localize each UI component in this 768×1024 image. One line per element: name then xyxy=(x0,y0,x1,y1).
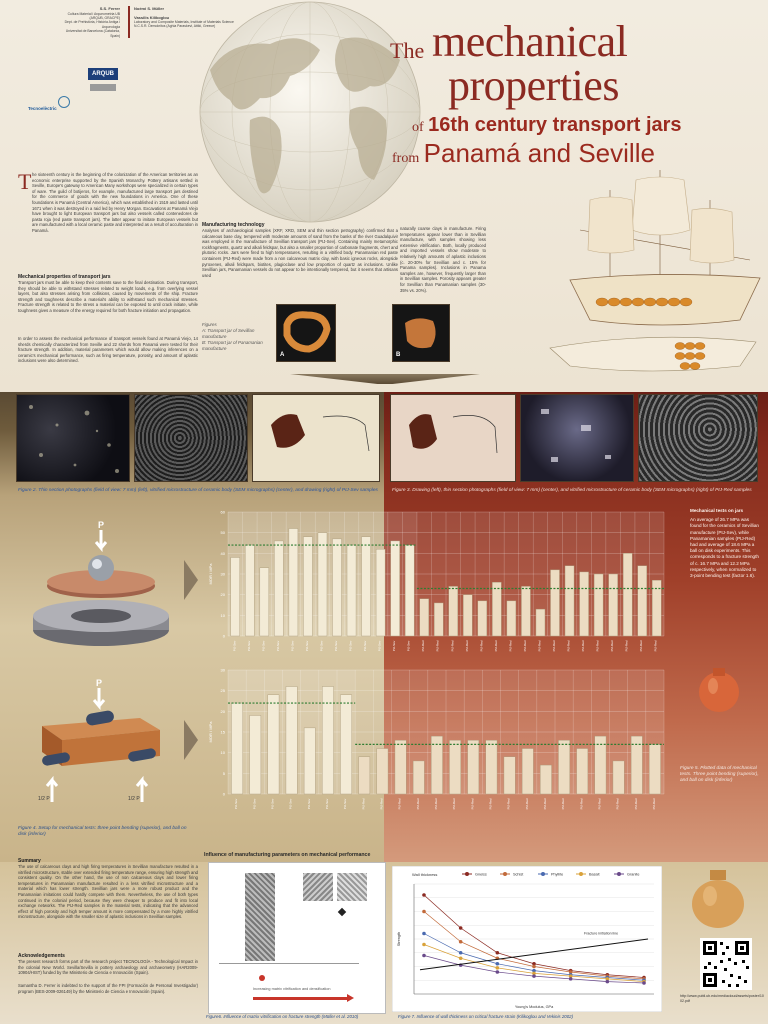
bar xyxy=(347,545,356,636)
x-tick-label: PIJ-Red xyxy=(639,640,644,652)
x-tick-label: PIJ-Sev xyxy=(232,640,237,652)
x-tick-label: PIJ-Red xyxy=(379,798,384,810)
bar xyxy=(478,601,487,636)
bar xyxy=(504,757,515,794)
x-tick-label: PIJ-Red xyxy=(464,640,469,652)
drawing-red xyxy=(390,394,516,482)
bar xyxy=(231,557,240,636)
x-tick-label: PIJ-Sev xyxy=(270,798,275,810)
manufacturing-paragraph: Analyses of archaeological samples (XRF, XRD, SEM and thin section petrography) confirmed that a calcareous base clay, tempered with moderate amounts of sand from the banks of the river Guadalquivir was employed in the manufacture of Sevillian transport jars (PIJ-Sev). Containing mainly metamorphic rockfragments, quartz and alkali feldspar, but also a smaller proportion of carbonate fragments, chert and plutonic rocks. Jars were fired to high temperatures, resulting in a vitrified body. Panamanian red paste containers (PIJ-Red) were made from a non calcareous matrix clay, with basic igneous rocks, alongside pyroxenes, alkali feldspars, biotites, plagioclase and low proportion of quartz as inclusions. Unlike Sevillian jars, Panamanian vessels do not appear to be intentionally tempered, but it seems that artisans used xyxy=(202,228,398,278)
bar xyxy=(609,574,618,636)
drawing-sev xyxy=(252,394,380,482)
x-tick-label: PIJ-Red xyxy=(415,798,420,810)
data-point xyxy=(259,975,265,981)
x-tick-label: PIJ-Red xyxy=(561,798,566,810)
x-tick-label: PIJ-Red xyxy=(610,640,615,652)
acknowledgements-paragraph: The present research forms part of the research project TECNOLOGÍA - Technological Impact in the colonial New World. Sevilla/Sevilla in pottery archaeology and archaeometry (HAR2009-10904/HIST) funded by the Ministerio de Ciencia e Innovación (Spain). xyxy=(18,959,198,976)
y-tick-label: 60 xyxy=(220,509,225,515)
results-paragraph: An average of 26.7 MPa was found for the ceramics of Sevillian manufacture (PIJ-Sev), while Panamanian samples (PIJ-Red) had and average of 18.6 MPa a ball on disk experiments. This corresponds to a fracture strength of c. 16.7 MPa and 12.2 MPa respectively, when normalized to 3-point bending test (factor 1.6). xyxy=(690,517,759,579)
x-tick-label: PIJ-Red xyxy=(508,640,513,652)
x-tick-label: PIJ-Sev xyxy=(343,798,348,810)
data-point xyxy=(459,926,463,930)
legend-marker xyxy=(465,872,469,876)
section-heading: Acknowledgements xyxy=(18,953,65,959)
summary-paragraph: The use of calcareous clays and high firing temperatures in Sevillian manufacture resulted in a vitrified microstructure, stable over extended firing temperature range, ensuring high strength and consistent quality. On the other hand, the use of non calcareous clays and lower firing temperatures in Panamanian manufacture resulted in a less vitrified microstructure and a material which has lower strength. Sevillian jars were a more robust product and the Panamanian imitations could hardly compete with them. Nevertheless, the use of both types continued in the colonial period, because they were cheaper to produce and fit into local exchange networks. The PIJ-Red samples in the material tests, indicating that the advanced effect of high porosity and high temper amount is more compensated by a more highly vitrified microstructure, alongside with the smaller size of aplastic inclusions in Sevillian samples. xyxy=(18,864,198,920)
x-tick-label: PIJ-Sev xyxy=(319,640,324,652)
y-tick-label: 25 xyxy=(220,688,225,694)
y-tick-label: 20 xyxy=(220,708,225,714)
x-tick-label: PIJ-Red xyxy=(450,640,455,652)
summary-section xyxy=(18,858,198,995)
x-tick-label: PIJ-Sev xyxy=(392,640,397,652)
support-label-right: 1/2 P xyxy=(128,796,140,802)
legend-label: Gneiss xyxy=(475,872,487,877)
bar xyxy=(558,740,569,794)
x-tick-label: PIJ-Sev xyxy=(290,640,295,652)
micrograph xyxy=(337,873,367,901)
thin-section-texture xyxy=(17,395,129,481)
bar xyxy=(550,570,559,636)
y-tick-label: 15 xyxy=(220,729,225,735)
jar-photo-a xyxy=(276,304,336,362)
legend-marker xyxy=(579,872,583,876)
data-point xyxy=(496,951,500,955)
x-tick-label: PIJ-Red xyxy=(579,798,584,810)
x-axis-label: Young's Modulus, GPa xyxy=(514,1005,554,1009)
bar xyxy=(340,695,351,794)
intro-section xyxy=(18,169,198,376)
legend-marker xyxy=(503,872,507,876)
y-tick-label: 10 xyxy=(220,750,225,756)
legend-title: Wall thickness xyxy=(412,872,438,877)
tecnoelectric-logo: Tecnoelèctric xyxy=(28,106,57,111)
data-point xyxy=(422,910,426,914)
x-tick-label: PIJ-Red xyxy=(397,798,402,810)
figure-6-title: Influence of manufacturing parameters on mechanical performance xyxy=(204,852,371,858)
x-tick-label: PIJ-Sev xyxy=(304,640,309,652)
x-tick-label: PIJ-Red xyxy=(488,798,493,810)
bar xyxy=(250,715,261,794)
x-tick-label: PIJ-Sev xyxy=(252,798,257,810)
photo-tag: B xyxy=(396,352,401,358)
figure-6-panel xyxy=(208,862,386,1014)
author-block-1 xyxy=(60,6,120,38)
load-label: P xyxy=(98,520,105,530)
x-tick-label: PIJ-Red xyxy=(433,798,438,810)
x-tick-label: PIJ-Red xyxy=(552,640,556,652)
data-point xyxy=(338,908,346,916)
bar xyxy=(613,761,624,794)
bar xyxy=(522,749,533,794)
divider-arrow xyxy=(290,374,480,384)
data-point xyxy=(459,951,463,955)
intro-paragraph: he sixteenth century is the beginning of the colonization of the American territories as an economic enterprise supported by the Spanish Monarchy. Pottery artisans settled in Seville, Europe's gateway to American Many workshops were specialized in certain types of ware. The guild of botijeros, for example, manufactured large transport jars destined for the commerce of goods with the new foundations in America. One of these foundations is Panamá (Central America), which was established in 1519 and lasted until 1671 when it was destroyed in a raid led by Henry Morgan. Excavations at Panamá Viejo have brought to light European transport jars but also vessels called contenedores de pasta roja (red paste transport jars). The latter appear to imitate European vessels but are manufactured with a local ceramic paste and interpreted as a result of acculturation in Panamá. xyxy=(32,172,198,233)
title-line-1: mechanical xyxy=(432,17,628,66)
bar xyxy=(304,728,315,794)
x-tick-label: PIJ-Sev xyxy=(406,640,411,652)
legend-label: Schist xyxy=(513,872,524,877)
x-tick-label: PIJ-Red xyxy=(633,798,638,810)
x-tick-label: PIJ-Red xyxy=(597,798,602,810)
y-axis-label: MOR / MPa xyxy=(208,721,213,743)
bar xyxy=(359,757,370,794)
globe-illustration xyxy=(190,0,430,240)
x-tick-label: PIJ-Red xyxy=(470,798,475,810)
micrograph xyxy=(303,873,333,901)
x-tick-label: PIJ-Red xyxy=(435,640,440,652)
y-tick-label: 50 xyxy=(220,530,225,536)
assessment-paragraph: In order to assess the mechanical performance of transport vessels found at Panamá Viejo, 14 sherds chemically characterized from Seville and 22 sherds from Panamá were tested for their fracture strength. In addition, material parameters which would allow making inferences on a ceramic's mechanical performance, such as firing temperature, porosity, and amount of aplastic inclusions were also determined. xyxy=(18,336,198,364)
section-heading: Summary xyxy=(18,858,41,864)
page-title xyxy=(390,38,424,64)
title-the: The xyxy=(390,38,425,63)
section-heading: Mechanical properties of transport jars xyxy=(18,274,111,280)
legend-label: Granite xyxy=(627,872,640,877)
bar xyxy=(362,537,371,636)
support-label-left: 1/2 P xyxy=(38,796,50,802)
qr-code[interactable] xyxy=(700,938,752,990)
mechanical-results xyxy=(690,508,760,667)
bar xyxy=(486,740,497,794)
sherd-drawing xyxy=(253,395,379,481)
data-point xyxy=(496,970,500,974)
data-point xyxy=(422,932,426,936)
x-tick-label: PIJ-Sev xyxy=(324,798,329,810)
section-heading: Manufacturing technology xyxy=(202,222,265,228)
y-tick-label: 30 xyxy=(220,571,225,577)
data-point xyxy=(606,980,610,984)
x-tick-label: PIJ-Red xyxy=(624,640,629,652)
y-tick-label: 0 xyxy=(222,633,225,639)
sem-photo-red xyxy=(638,394,758,482)
thin-section-texture xyxy=(521,395,633,481)
three-point-bending-chart xyxy=(206,664,668,814)
institution-seal-icon xyxy=(58,96,70,108)
title-line-3 xyxy=(412,114,682,137)
figure-5-caption: Figure 5. Plotted data of mechanical tests. Three point bending (superior), and ball on disk (inferior) xyxy=(680,766,759,783)
legend-label: Phyllite xyxy=(551,872,564,877)
bar xyxy=(405,545,414,636)
bar xyxy=(245,545,254,636)
micrograph-strip xyxy=(245,873,275,961)
x-tick-label: PIJ-Sev xyxy=(306,798,311,810)
data-point xyxy=(459,956,463,960)
x-tick-label: PIJ-Sev xyxy=(334,640,338,652)
x-tick-label: PIJ-Sev xyxy=(234,798,239,810)
data-point xyxy=(422,954,426,958)
bar xyxy=(577,749,588,794)
thin-section-photo-sev xyxy=(16,394,130,482)
data-point xyxy=(496,962,500,966)
x-tick-label: PIJ-Red xyxy=(479,640,484,652)
section-heading: Mechanical tests on jars xyxy=(690,508,744,513)
manufacturing-section xyxy=(202,222,398,314)
ship-illustration xyxy=(540,170,768,380)
bar xyxy=(434,603,443,636)
figures-legend-title: Figures xyxy=(202,322,217,327)
figure-6-caption: Figure6. Influence of matrix vitrification on fracture strength (Müller et al. 2010) xyxy=(206,1014,359,1019)
title-line-4 xyxy=(392,138,655,169)
trend-label: Fracture initiation line xyxy=(584,931,619,936)
data-point xyxy=(569,977,573,981)
bar xyxy=(274,541,283,636)
data-point xyxy=(532,965,536,969)
x-tick-label: PIJ-Red xyxy=(566,640,571,652)
author-block-2 xyxy=(134,6,254,29)
x-tick-label: PIJ-Red xyxy=(653,640,658,652)
y-axis-label: Strength xyxy=(397,931,401,947)
x-tick-label: PIJ-Red xyxy=(615,798,620,810)
arrow-label: Increasing matrix vitrification and densification xyxy=(253,987,331,991)
x-tick-label: PIJ-Sev xyxy=(246,640,251,652)
bar xyxy=(536,609,545,636)
x-tick-label: PIJ-Red xyxy=(651,798,656,810)
data-point xyxy=(496,966,500,970)
bar xyxy=(649,744,660,794)
load-label: P xyxy=(96,678,103,688)
ball-on-disk-chart xyxy=(206,506,668,656)
title-places: Panamá and Seville xyxy=(423,138,655,168)
y-tick-label: 20 xyxy=(220,592,225,598)
bar xyxy=(565,566,574,636)
x-tick-label: PIJ-Red xyxy=(524,798,529,810)
title-of: of xyxy=(412,120,424,135)
y-tick-label: 40 xyxy=(220,550,225,556)
jar-photo-b xyxy=(392,304,450,362)
bar xyxy=(449,740,460,794)
bar xyxy=(420,599,429,636)
legend-marker xyxy=(541,872,545,876)
manufacturing-section-cont xyxy=(400,226,486,306)
transport-jar-icon xyxy=(688,866,748,930)
figure-4-caption: Figure 4. Setup for mechanical tests: three point bending (superior), and ball on disk (inferior) xyxy=(18,826,187,837)
bar xyxy=(521,586,530,636)
author-affiliation: Laboratory and Composite Materials, Institute of Materials Science N.C.S.R. Demokritos (Aghia Paraskevi, Attiki, Greece) xyxy=(134,20,234,29)
author-name: Noémi S. Müller xyxy=(134,6,165,11)
jar-icon xyxy=(696,664,742,714)
bar xyxy=(260,568,269,636)
dropcap: T xyxy=(18,169,32,194)
x-tick-label: PIJ-Red xyxy=(493,640,498,652)
data-point xyxy=(422,893,426,897)
x-tick-label: PIJ-Red xyxy=(421,640,426,652)
title-subject: 16th century transport jars xyxy=(428,114,682,136)
bar xyxy=(623,553,632,636)
bar xyxy=(289,529,298,636)
bar xyxy=(231,703,242,794)
figure-7-caption: Figure 7. Influence of wall thickness on critical fracture strain (Kilikoglou and Vekinis 2002) xyxy=(398,1014,574,1019)
legend-label: Basalt xyxy=(589,872,600,877)
x-tick-label: PIJ-Red xyxy=(581,640,586,652)
x-tick-label: PIJ-Sev xyxy=(363,640,368,652)
manufacturing-paragraph-cont: naturally coarse clays in manufacture. Firing temperatures appear lower than in Sevillian manufacture, with samples showing less extensive vitrification. Both, locally produced and imported vessels show moderate to relatively high amounts of aplastic inclusions (c. 20-30% for Sevillian and c. 15% for Panama samples). Inclusions in Panama samples are, however, frequently larger than in Sevillian samples. Porosity appears greater for Sevillian than Panamanian samples (30-35% vs. 20%). xyxy=(400,226,486,293)
bar xyxy=(594,574,603,636)
sem-photo-sev xyxy=(134,394,248,482)
bar xyxy=(463,595,472,636)
logo-stripe xyxy=(90,84,116,91)
thin-section-photo-red xyxy=(520,394,634,482)
title-from: from xyxy=(392,151,420,166)
figures-legend xyxy=(202,322,274,352)
y-tick-label: 10 xyxy=(220,612,225,618)
author-name: Vassilis Kilikoglou xyxy=(134,14,170,20)
bar xyxy=(638,566,647,636)
data-point xyxy=(532,974,536,978)
title-line-2: properties xyxy=(448,61,619,110)
y-tick-label: 30 xyxy=(220,667,225,673)
ball-on-disk-setup xyxy=(28,520,178,650)
x-tick-label: PIJ-Red xyxy=(542,798,547,810)
sherd-drawing xyxy=(391,395,515,481)
data-point xyxy=(459,940,463,944)
bar xyxy=(395,740,406,794)
acknowledgements-paragraph: Samantha D. Ferrer is indebted to the support of the FPI (Formación de Personal Investigador) program (BES-2009-026149) by the Ministerio de Ciencia e Innovación (Spain). xyxy=(18,983,198,994)
bar xyxy=(413,761,424,794)
bar xyxy=(507,601,516,636)
author-affiliation: Cultura Material i Arqueometria UB (ARQUB, GRACPE) Dept. de Prehistòria, Història Antiga i Arqueologia Universitat de Barcelona (Catalonia, Spain) xyxy=(64,11,120,38)
legend-marker xyxy=(617,872,621,876)
bar xyxy=(377,749,388,794)
photo-tag: A xyxy=(280,352,285,358)
vitrification-arrowhead xyxy=(347,994,354,1002)
bar xyxy=(540,765,551,794)
bar xyxy=(318,533,327,636)
y-axis-label: MOR / MPa xyxy=(208,563,213,585)
bar xyxy=(376,549,385,636)
bar xyxy=(468,740,479,794)
figure-b-label: B: Transport jar of Panamanian manufacture xyxy=(202,340,263,351)
figure-3-caption: Figure 3. Drawing (left), thin section photographs (field of view: 7 mm) (center), and vitrified microstructure of ceramic body (SEM micrographs) (right) of PIJ-Red samples xyxy=(392,488,752,493)
vitrification-arrow xyxy=(253,997,349,1000)
x-tick-label: PIJ-Red xyxy=(506,798,511,810)
poster-url[interactable]: http://www.publi.ub.edu/mediacloud/assets/poster/1002.pdf xyxy=(680,994,764,1003)
bar xyxy=(332,539,341,636)
x-tick-label: PIJ-Sev xyxy=(288,798,293,810)
bar xyxy=(268,695,279,794)
data-point xyxy=(422,943,426,947)
data-point xyxy=(642,981,646,985)
y-tick-label: 0 xyxy=(222,791,225,797)
axis-line xyxy=(219,963,359,964)
x-tick-label: PIJ-Red xyxy=(452,798,457,810)
figure-a-label: A: Transport jar of Sevillian manufacture xyxy=(202,328,255,339)
x-tick-label: PIJ-Red xyxy=(522,640,527,652)
bar xyxy=(492,582,501,636)
x-tick-label: PIJ-Sev xyxy=(377,640,382,652)
figure-2-caption: Figure 2. Thin section photographs (field of view: 7 mm) (left), vitrified microstructure of ceramic body (SEM micrographs) (center), and drawing (right) of PIJ-Sev samples xyxy=(18,488,378,493)
x-tick-label: PIJ-Sev xyxy=(261,640,266,652)
wall-thickness-chart xyxy=(392,866,662,1012)
author-divider xyxy=(128,6,130,38)
arqub-logo: ARQUB xyxy=(88,68,118,80)
x-tick-label: PIJ-Red xyxy=(595,640,600,652)
bar xyxy=(303,537,312,636)
x-tick-label: PIJ-Red xyxy=(537,640,542,652)
three-point-bending-setup xyxy=(28,678,178,804)
bar xyxy=(580,572,589,636)
x-tick-label: PIJ-Sev xyxy=(348,640,353,652)
author-name: S.S. Ferrer xyxy=(99,6,120,11)
y-tick-label: 5 xyxy=(222,770,225,776)
bar xyxy=(449,586,458,636)
mechanical-paragraph: Transport jars must be able to keep their contents save to the final destination. During transport, they should be able to withstand stresses related to weight loads, e.g. from overlying vessel layers, but also stresses arising from collisions, caused by movements of the ship. Fracture strength and toughness describe a material's ability to withstand such mechanical stresses. Fracture strength is related to the stress a material can be exposed to until crack initiate, while toughness gives a measure of the energy required for both fracture initiation and propagation. xyxy=(18,280,198,313)
x-tick-label: PIJ-Sev xyxy=(275,640,280,652)
bar xyxy=(391,541,400,636)
x-tick-label: PIJ-Red xyxy=(361,798,366,810)
